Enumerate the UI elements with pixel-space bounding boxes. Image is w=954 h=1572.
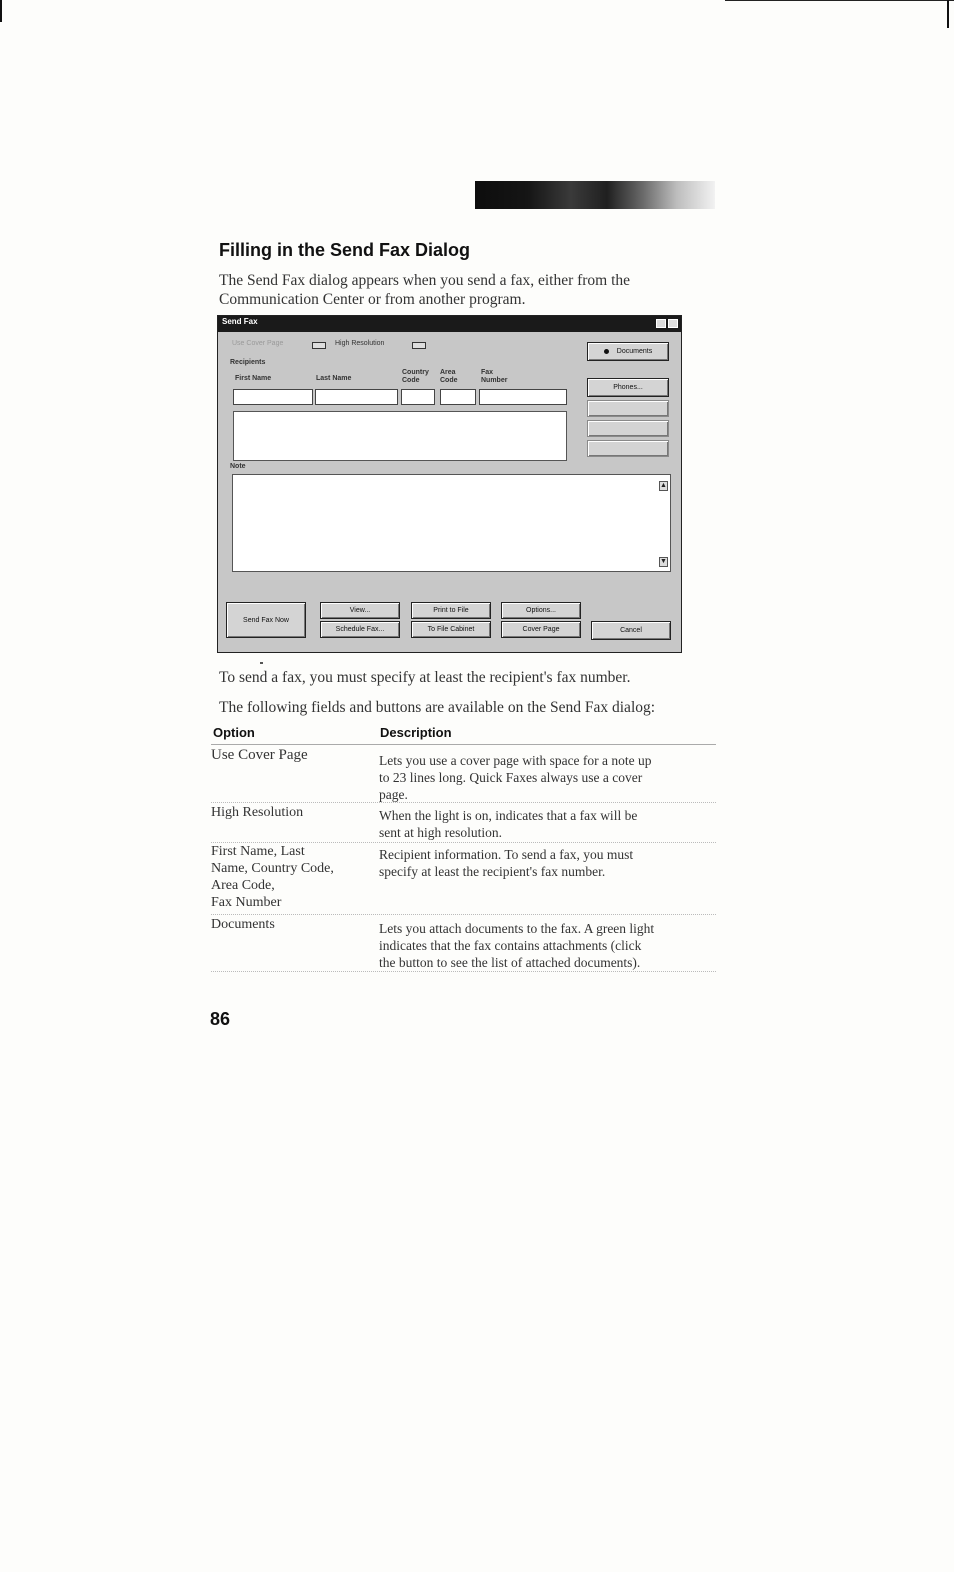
documents-button[interactable] — [587, 342, 669, 361]
first-name-header: First Name — [235, 375, 272, 382]
country-code-header: Country Code — [402, 369, 429, 384]
recipients-label: Recipients — [230, 359, 266, 366]
table-rule — [211, 971, 716, 972]
area-code-header: Area Code — [440, 369, 458, 384]
dialog-title: Send Fax — [222, 317, 258, 326]
schedule-fax-button[interactable]: Schedule Fax... — [320, 621, 400, 638]
table-row-option — [211, 747, 371, 764]
use-cover-page-label[interactable]: Use Cover Page — [232, 340, 284, 347]
scroll-up-icon[interactable]: ▲ — [660, 482, 667, 489]
option-line: Documents — [211, 917, 275, 932]
option-line: First Name, Last — [211, 844, 305, 859]
documents-button-label: Documents — [616, 348, 653, 355]
fax-number-header: Fax Number — [481, 369, 508, 384]
option-line: Fax Number — [211, 895, 282, 910]
disabled-button — [587, 400, 669, 417]
section-heading: Filling in the Send Fax Dialog — [219, 240, 471, 260]
table-header-description: Description — [380, 725, 452, 740]
page-edge-mark — [0, 0, 2, 22]
page-edge-mark — [947, 0, 949, 28]
last-name-input[interactable] — [315, 389, 398, 405]
description-line: to 23 lines long. Quick Faxes always use a cover — [379, 770, 643, 785]
print-speck — [260, 662, 263, 664]
fax-number-input[interactable] — [479, 389, 567, 405]
disabled-button — [587, 420, 669, 437]
note-textarea[interactable] — [232, 474, 671, 572]
table-rule — [211, 914, 716, 915]
area-code-input[interactable] — [440, 389, 476, 405]
view-button[interactable]: View... — [320, 602, 400, 619]
table-row-description — [379, 920, 699, 971]
cover-page-light-icon — [312, 342, 326, 349]
option-line: Name, Country Code, — [211, 861, 334, 876]
first-name-input[interactable] — [233, 389, 313, 405]
description-line: page. — [379, 787, 408, 802]
table-row-description — [379, 752, 699, 803]
cover-page-button[interactable]: Cover Page — [501, 621, 581, 638]
country-code-input[interactable] — [401, 389, 435, 405]
phones-button[interactable]: Phones... — [587, 378, 669, 397]
table-row-description — [379, 846, 699, 880]
send-fax-dialog — [217, 315, 682, 653]
page-number: 86 — [210, 1009, 231, 1029]
scroll-down-icon[interactable]: ▼ — [660, 558, 667, 565]
recipient-list[interactable] — [233, 411, 567, 461]
cancel-button[interactable]: Cancel — [591, 621, 671, 640]
page-edge-line — [725, 0, 954, 1]
intro-paragraph: The Send Fax dialog appears when you send a fax, either from the Communication Center or from another program. — [219, 272, 631, 308]
description-line: Lets you use a cover page with space for a note up — [379, 753, 652, 768]
body-paragraph: The following fields and buttons are available on the Send Fax dialog: — [219, 699, 656, 716]
high-resolution-light-icon — [412, 342, 426, 349]
dialog-titlebar — [218, 316, 681, 332]
send-fax-now-button[interactable]: Send Fax Now — [226, 602, 306, 638]
to-file-cabinet-button[interactable]: To File Cabinet — [411, 621, 491, 638]
description-line: specify at least the recipient's fax number. — [379, 864, 606, 879]
options-button[interactable]: Options... — [501, 602, 581, 619]
disabled-button — [587, 440, 669, 457]
document-light-icon — [604, 349, 609, 354]
note-label: Note — [230, 463, 246, 470]
print-to-file-button[interactable]: Print to File — [411, 602, 491, 619]
table-rule — [211, 802, 716, 803]
description-line: indicates that the fax contains attachments (click — [379, 938, 642, 953]
table-row-option — [211, 804, 371, 821]
table-row-description — [379, 807, 699, 841]
table-row-option — [211, 843, 371, 911]
description-line: the button to see the list of attached documents). — [379, 955, 641, 970]
section-header-bar — [475, 181, 715, 209]
option-line: Use Cover Page — [211, 747, 308, 763]
last-name-header: Last Name — [316, 375, 352, 382]
table-row-option — [211, 916, 371, 933]
help-icon[interactable] — [656, 319, 666, 328]
description-line: When the light is on, indicates that a fax will be — [379, 808, 638, 823]
high-resolution-label[interactable]: High Resolution — [335, 340, 385, 347]
table-header-option: Option — [213, 725, 255, 740]
description-line: sent at high resolution. — [379, 825, 502, 840]
close-icon[interactable] — [668, 319, 678, 328]
option-line: High Resolution — [211, 805, 304, 820]
table-rule — [211, 744, 716, 745]
description-line: Lets you attach documents to the fax. A green light — [379, 921, 655, 936]
option-line: Area Code, — [211, 878, 275, 893]
body-paragraph: To send a fax, you must specify at least the recipient's fax number. — [219, 669, 631, 686]
description-line: Recipient information. To send a fax, you must — [379, 847, 634, 862]
